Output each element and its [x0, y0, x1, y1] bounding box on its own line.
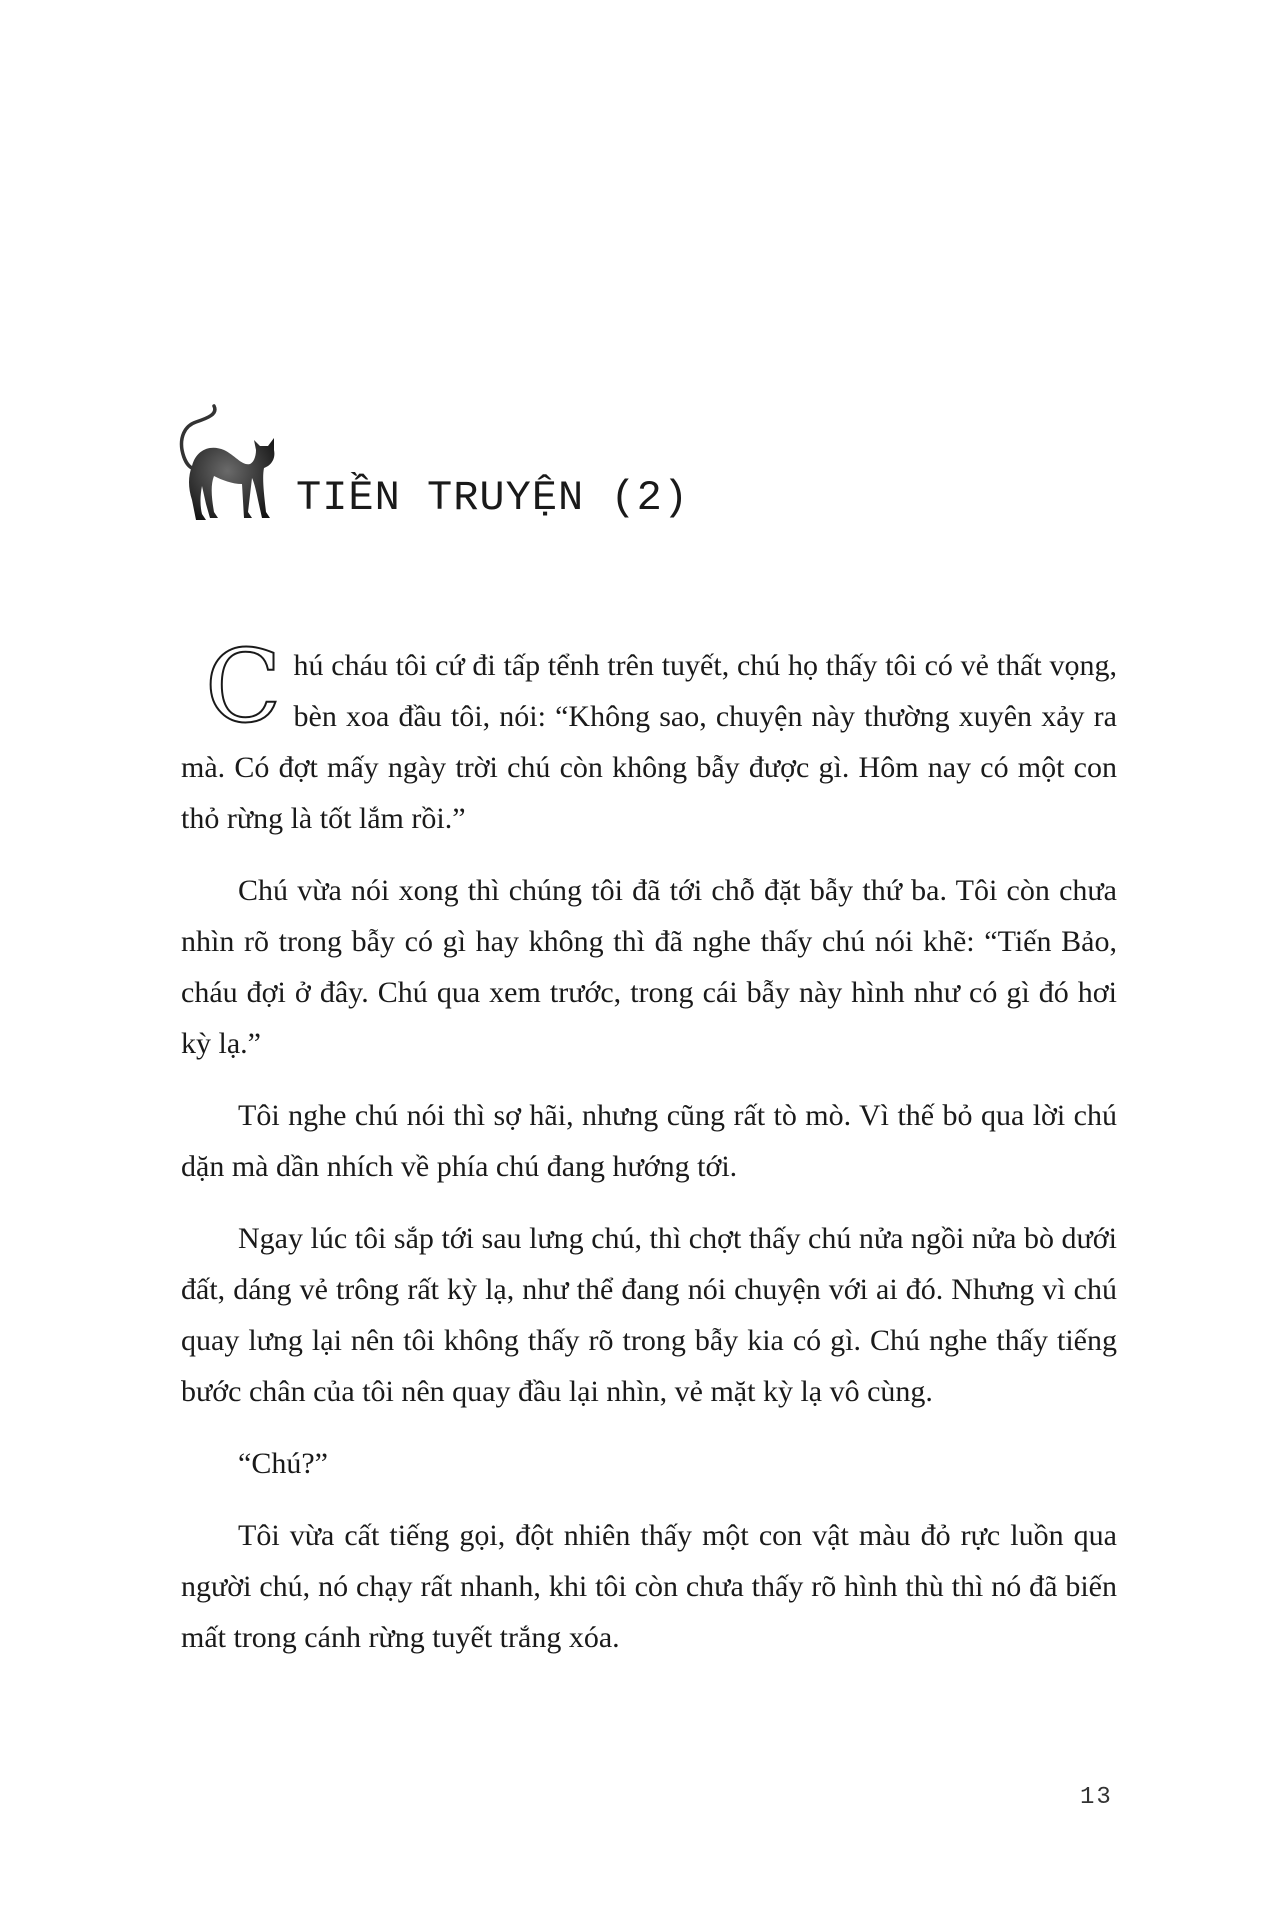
- chapter-title: TIỀN TRUYỆN (2): [296, 474, 690, 522]
- paragraph: Tôi vừa cất tiếng gọi, đột nhiên thấy một con vật màu đỏ rực luồn qua người chú, nó chạy rất nhanh, khi tôi còn chưa thấy rõ hình thù thì nó đã biến mất trong cánh rừng tuyết trắng xóa.: [181, 1519, 1117, 1654]
- page-number: 13: [1080, 1784, 1113, 1811]
- paragraph: Tôi nghe chú nói thì sợ hãi, nhưng cũng rất tò mò. Vì thế bỏ qua lời chú dặn mà dần nhích về phía chú đang hướng tới.: [181, 1099, 1117, 1183]
- paragraph: [181, 628, 1117, 844]
- black-cat-icon: [178, 404, 282, 528]
- paragraph: Chú vừa nói xong thì chúng tôi đã tới chỗ đặt bẫy thứ ba. Tôi còn chưa nhìn rõ trong bẫy có gì hay không thì đã nghe thấy chú nói khẽ: “Tiến Bảo, cháu đợi ở đây. Chú qua xem trước, trong cái bẫy này hình như có gì đó hơi kỳ lạ.”: [181, 874, 1117, 1060]
- chapter-heading: [178, 404, 878, 534]
- paragraph: “Chú?”: [238, 1447, 328, 1480]
- paragraph-text: hú cháu tôi cứ đi tấp tểnh trên tuyết, chú họ thấy tôi có vẻ thất vọng, bèn xoa đầu tôi, nói: “Không sao, chuyện này thường xuyên xảy ra mà. Có đợt mấy ngày trời chú còn không bẫy được gì. Hôm nay có một con thỏ rừng là tốt lắm rồi.”: [181, 649, 1117, 835]
- paragraph: Ngay lúc tôi sắp tới sau lưng chú, thì chợt thấy chú nửa ngồi nửa bò dưới đất, dáng vẻ trông rất kỳ lạ, như thể đang nói chuyện với ai đó. Nhưng vì chú quay lưng lại nên tôi không thấy rõ trong bẫy kia có gì. Chú nghe thấy tiếng bước chân của tôi nên quay đầu lại nhìn, vẻ mặt kỳ lạ vô cùng.: [181, 1222, 1117, 1408]
- body-text: [181, 628, 1117, 1684]
- drop-cap: C: [205, 628, 282, 745]
